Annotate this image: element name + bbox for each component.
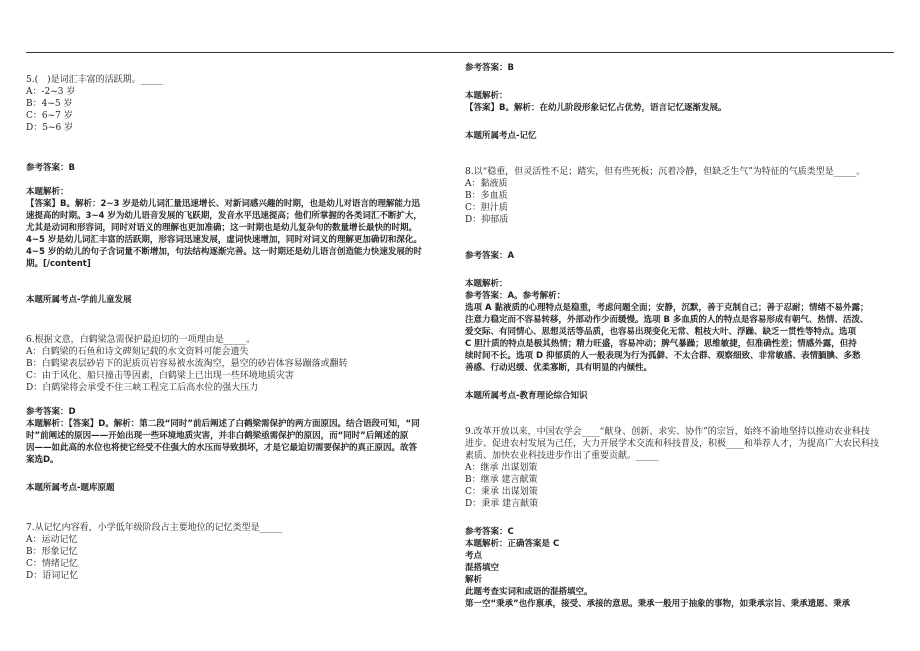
topic-label: 本题所属考点-记忆 — [465, 131, 537, 141]
option: C：秉承 出谋划策 — [465, 487, 538, 497]
answer-label: 参考答案：C — [465, 527, 514, 537]
option: C：情绪记忆 — [26, 559, 78, 569]
option: A：黏液质 — [465, 179, 508, 189]
analysis-line: 4~5 岁的幼儿的句子含词量不断增加，句法结构逐渐完善。这一时期还是幼儿语言创造能力快速发展的时 — [26, 247, 422, 257]
option: A：白鹤梁的石鱼和诗文碑刻记载的水文资料可能会遗失 — [26, 347, 249, 357]
analysis-line: 爱交际、有同情心、思想灵活等品质，也容易出现变化无常、粗枝大叶、浮躁、缺乏一贯性等特点。选项 — [465, 327, 857, 337]
analysis-line: 考点 — [465, 551, 483, 561]
question-8-stem: 8.以“稳重，但灵活性不足；踏实，但有些死板；沉着冷静，但缺乏生气”为特征的气质类型是_____。 — [465, 167, 866, 177]
option: D：抑郁质 — [465, 215, 509, 225]
option: B：4~5 岁 — [26, 99, 73, 109]
option: B：多血质 — [465, 191, 508, 201]
analysis-line: 本题解析：【答案】D。解析：第二段“同时”前后阐述了白鹤梁需保护的两方面原因。结合语段可知，“同 — [26, 419, 420, 429]
option: B：继承 建言献策 — [465, 475, 538, 485]
analysis-line: 时”前阐述的原因——开始出现一些环境地质灾害，并非白鹤梁亟需保护的原因，而“同时”后阐述的原 — [26, 431, 409, 441]
option: D：白鹤梁将会承受不住三峡工程完工后高水位的强大压力 — [26, 383, 259, 393]
topic-label: 本题所属考点-学前儿童发展 — [26, 295, 132, 305]
analysis-line: 参考答案：A。参考解析： — [465, 291, 566, 301]
analysis-line: 尤其是动词和形容词，同时对语义的理解也更加准确；这一时期也是幼儿复杂句的数量增长最快的时期。 — [26, 223, 418, 233]
option: B：形象记忆 — [26, 547, 78, 557]
answer-label: 参考答案：B — [465, 63, 514, 73]
analysis-line: 期。[/content] — [26, 259, 91, 269]
answer-label: 参考答案：B — [26, 163, 75, 173]
question-9-stem: 9.改革开放以来，中国农学会____“献身、创新、求实、协作”的宗旨，始终不渝地坚持以推动农业科技 — [465, 427, 870, 437]
analysis-line: 案选D。 — [26, 455, 59, 465]
analysis-line: 解析 — [465, 575, 483, 585]
option: D：5~6 岁 — [26, 123, 74, 133]
option: C：6~7 岁 — [26, 111, 73, 121]
analysis-line: 因——如此高的水位也将使它经受不住强大的水压而导致损坏，才是它最迫切需要保护的真正原因。故答 — [26, 443, 418, 453]
analysis-label: 本题解析： — [465, 279, 508, 289]
answer-label: 参考答案：A — [465, 251, 515, 261]
option: A：运动记忆 — [26, 535, 78, 545]
analysis-line: 注意力稳定而不容易转移，外部动作少而缓慢。选项 B 多血质的人的特点是容易形成有朝气、热情、活泼、 — [465, 315, 869, 325]
header-rule — [26, 52, 894, 53]
analysis-line: 此题考查实词和成语的混搭填空。 — [465, 587, 593, 597]
analysis-line: 【答案】B。解析：2~3 岁是幼儿词汇量迅速增长、对新词感兴趣的时期，也是幼儿对语言的理解能力迅 — [26, 199, 420, 209]
option: A：-2~3 岁 — [26, 87, 76, 97]
question-5-stem: 5.( )是词汇丰富的活跃期。_____ — [26, 75, 164, 85]
topic-label: 本题所属考点-教育理论综合知识 — [465, 391, 588, 401]
analysis-line: 4~5 岁是幼儿词汇丰富的活跃期，形容词迅速发展，虚词快速增加，同时对词义的理解更加确切和深化。 — [26, 235, 422, 245]
analysis-line: 本题解析：正确答案是 C — [465, 539, 560, 549]
analysis-label: 本题解析： — [26, 187, 69, 197]
option: C：由于风化、船只撞击等因素，白鹤梁上已出现一些环境地质灾害 — [26, 371, 294, 381]
analysis-line: 续时间不长。选项 D 抑郁质的人一般表现为行为孤僻、不太合群、观察细致、非常敏感、表情腼腆、多愁 — [465, 351, 861, 361]
analysis-line: 混搭填空 — [465, 563, 500, 573]
analysis-label: 本题解析： — [465, 91, 508, 101]
analysis-line: 速提高的时期。3~4 岁为幼儿语音发展的飞跃期，发音水平迅速提高；他们所掌握的各类词汇不断扩大， — [26, 211, 422, 221]
analysis-line: 选项 A 黏液质的心理特点是稳重，考虑问题全面；安静，沉默，善于克制自己；善于忍耐；情绪不易外露； — [465, 303, 869, 313]
option: B：白鹤梁表层砂岩下的泥质页岩容易被水流淘空，悬空的砂岩体容易蹦落或翻转 — [26, 359, 348, 369]
topic-label: 本题所属考点-题库原题 — [26, 483, 115, 493]
option: D：秉承 建言献策 — [465, 499, 539, 509]
option: A：继承 出谋划策 — [465, 463, 538, 473]
question-9-stem: 进步、促进农村发展为己任，大力开展学术交流和科技普及，积极____和举荐人才，为提高广大农民科技 — [465, 439, 880, 449]
question-7-stem: 7.从记忆内容看，小学低年级阶段占主要地位的记忆类型是_____ — [26, 523, 283, 533]
analysis-line: C 胆汁质的特点是极其热情；精力旺盛，容易冲动；脾气暴躁；思维敏捷，但准确性差；情感外露，但持 — [465, 339, 857, 349]
analysis-line: 第一空“秉承”也作禀承，接受、承接的意思。秉承一般用于抽象的事物，如秉承宗旨、秉承遗愿、秉承 — [465, 599, 851, 609]
analysis-line: 【答案】B。解析：在幼儿阶段形象记忆占优势，语言记忆逐渐发展。 — [465, 103, 727, 113]
option: C：胆汁质 — [465, 203, 508, 213]
answer-label: 参考答案：D — [26, 407, 76, 417]
question-6-stem: 6.根据文意，白鹤梁急需保护最迫切的一项理由是_____。 — [26, 335, 256, 345]
question-9-stem: 素质、加快农业科技进步作出了重要贡献。_____ — [465, 451, 659, 461]
right-column — [465, 62, 895, 610]
left-column — [26, 62, 456, 582]
analysis-line: 善感、行动迟缓、优柔寡断，具有明显的内倾性。 — [465, 363, 653, 373]
option: D：语词记忆 — [26, 571, 79, 581]
